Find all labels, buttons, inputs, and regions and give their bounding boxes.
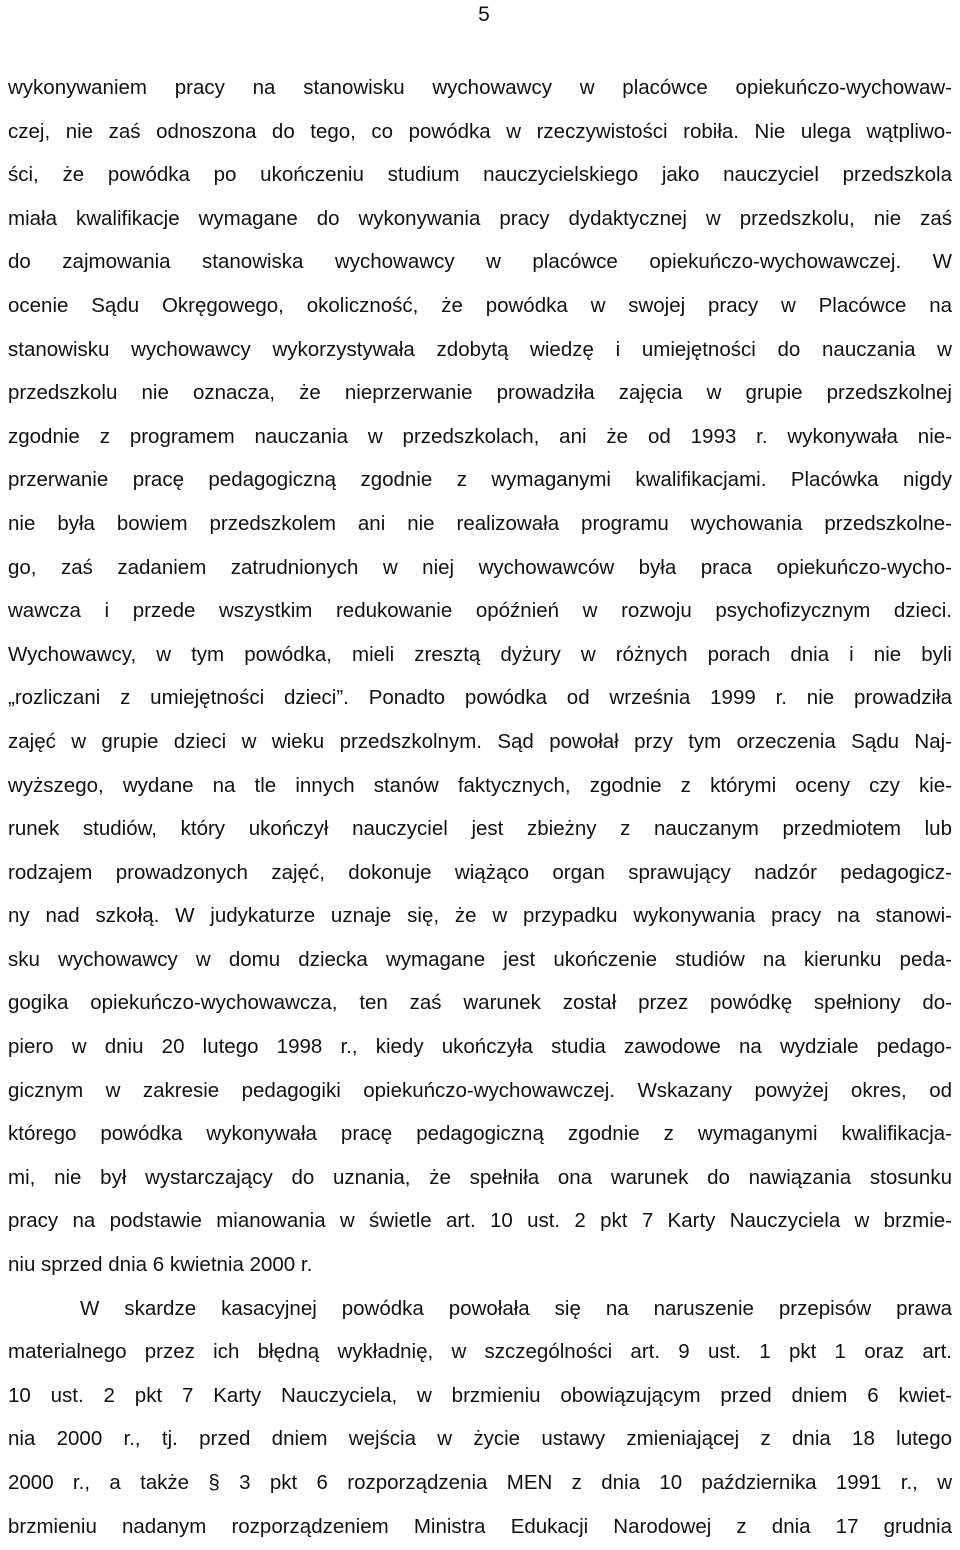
text-line: miała kwalifikacje wymagane do wykonywania pracy dydaktycznej w przedszkolu, nie zaś <box>8 206 952 230</box>
text-line: 10 ust. 2 pkt 7 Karty Nauczyciela, w brzmieniu obowiązującym przed dniem 6 kwiet- <box>8 1383 952 1407</box>
text-line: zgodnie z programem nauczania w przedszkolach, ani że od 1993 r. wykonywała nie- <box>8 424 952 448</box>
paragraph <box>8 1287 952 1549</box>
text-line: runek studiów, który ukończył nauczyciel jest zbieżny z nauczanym przedmiotem lub <box>8 817 952 841</box>
text-line: sku wychowawcy w domu dziecka wymagane jest ukończenie studiów na kierunku peda- <box>8 947 952 971</box>
text-line: wyższego, wydane na tle innych stanów faktycznych, zgodnie z którymi oceny czy kie- <box>8 773 952 797</box>
text-line: gicznym w zakresie pedagogiki opiekuńczo-wychowawczej. Wskazany powyżej okres, od <box>8 1078 952 1102</box>
text-line: materialnego przez ich błędną wykładnię, w szczególności art. 9 ust. 1 pkt 1 oraz art. <box>8 1340 952 1364</box>
text-line: rodzajem prowadzonych zajęć, dokonuje wiążąco organ sprawujący nadzór pedagogicz- <box>8 860 952 884</box>
text-line: brzmieniu nadanym rozporządzeniem Ministra Edukacji Narodowej z dnia 17 grudnia <box>8 1514 952 1538</box>
text-line: niu sprzed dnia 6 kwietnia 2000 r. <box>8 1253 313 1277</box>
text-line: 2000 r., a także § 3 pkt 6 rozporządzenia MEN z dnia 10 października 1991 r., w <box>8 1471 952 1494</box>
text-line: nie była bowiem przedszkolem ani nie realizowała programu wychowania przedszkolne- <box>8 511 952 535</box>
text-line: pracy na podstawie mianowania w świetle art. 10 ust. 2 pkt 7 Karty Nauczyciela w brzmie- <box>8 1209 952 1233</box>
paragraph <box>8 66 952 1287</box>
text-line: zajęć w grupie dzieci w wieku przedszkolnym. Sąd powołał przy tym orzeczenia Sądu Naj- <box>8 729 952 753</box>
text-line: ny nad szkołą. W judykaturze uznaje się, że w przypadku wykonywania pracy na stanowi- <box>8 904 952 928</box>
document-body <box>8 66 952 1548</box>
text-line: mi, nie był wystarczający do uznania, że spełniła ona warunek do nawiązania stosunku <box>8 1165 952 1189</box>
text-line: „rozliczani z umiejętności dzieci”. Ponadto powódka od września 1999 r. nie prowadziła <box>8 686 952 710</box>
text-line: gogika opiekuńczo-wychowawcza, ten zaś warunek został przez powódkę spełniony do- <box>8 991 952 1015</box>
text-line: do zajmowania stanowiska wychowawcy w placówce opiekuńczo-wychowawczej. W <box>8 250 952 274</box>
text-line: którego powódka wykonywała pracę pedagogiczną zgodnie z wymaganymi kwalifikacja- <box>8 1122 952 1146</box>
text-line: ści, że powódka po ukończeniu studium nauczycielskiego jako nauczyciel przedszkola <box>8 163 952 187</box>
text-line: wawcza i przede wszystkim redukowanie opóźnień w rozwoju psychofizycznym dzieci. <box>8 599 952 623</box>
text-line: piero w dniu 20 lutego 1998 r., kiedy ukończyła studia zawodowe na wydziale pedago- <box>8 1035 952 1059</box>
text-line: nia 2000 r., tj. przed dniem wejścia w życie ustawy zmieniającej z dnia 18 lutego <box>8 1427 952 1451</box>
text-line: czej, nie zaś odnoszona do tego, co powódka w rzeczywistości robiła. Nie ulega wątpliwo- <box>8 119 952 143</box>
page-number: 5 <box>478 3 490 26</box>
text-line: przedszkolu nie oznacza, że nieprzerwanie prowadziła zajęcia w grupie przedszkolnej <box>8 381 952 405</box>
text-line: W skardze kasacyjnej powódka powołała się na naruszenie przepisów prawa <box>80 1296 952 1320</box>
text-line: przerwanie pracę pedagogiczną zgodnie z wymaganymi kwalifikacjami. Placówka nigdy <box>8 468 952 492</box>
text-line: go, zaś zadaniem zatrudnionych w niej wychowawców była praca opiekuńczo-wycho- <box>8 555 952 579</box>
text-line: wykonywaniem pracy na stanowisku wychowawcy w placówce opiekuńczo-wychowaw- <box>8 76 952 99</box>
text-line: stanowisku wychowawcy wykorzystywała zdobytą wiedzę i umiejętności do nauczania w <box>8 337 952 361</box>
text-line: Wychowawcy, w tym powódka, mieli zresztą dyżury w różnych porach dnia i nie byli <box>8 642 952 666</box>
text-line: ocenie Sądu Okręgowego, okoliczność, że powódka w swojej pracy w Placówce na <box>8 293 952 317</box>
